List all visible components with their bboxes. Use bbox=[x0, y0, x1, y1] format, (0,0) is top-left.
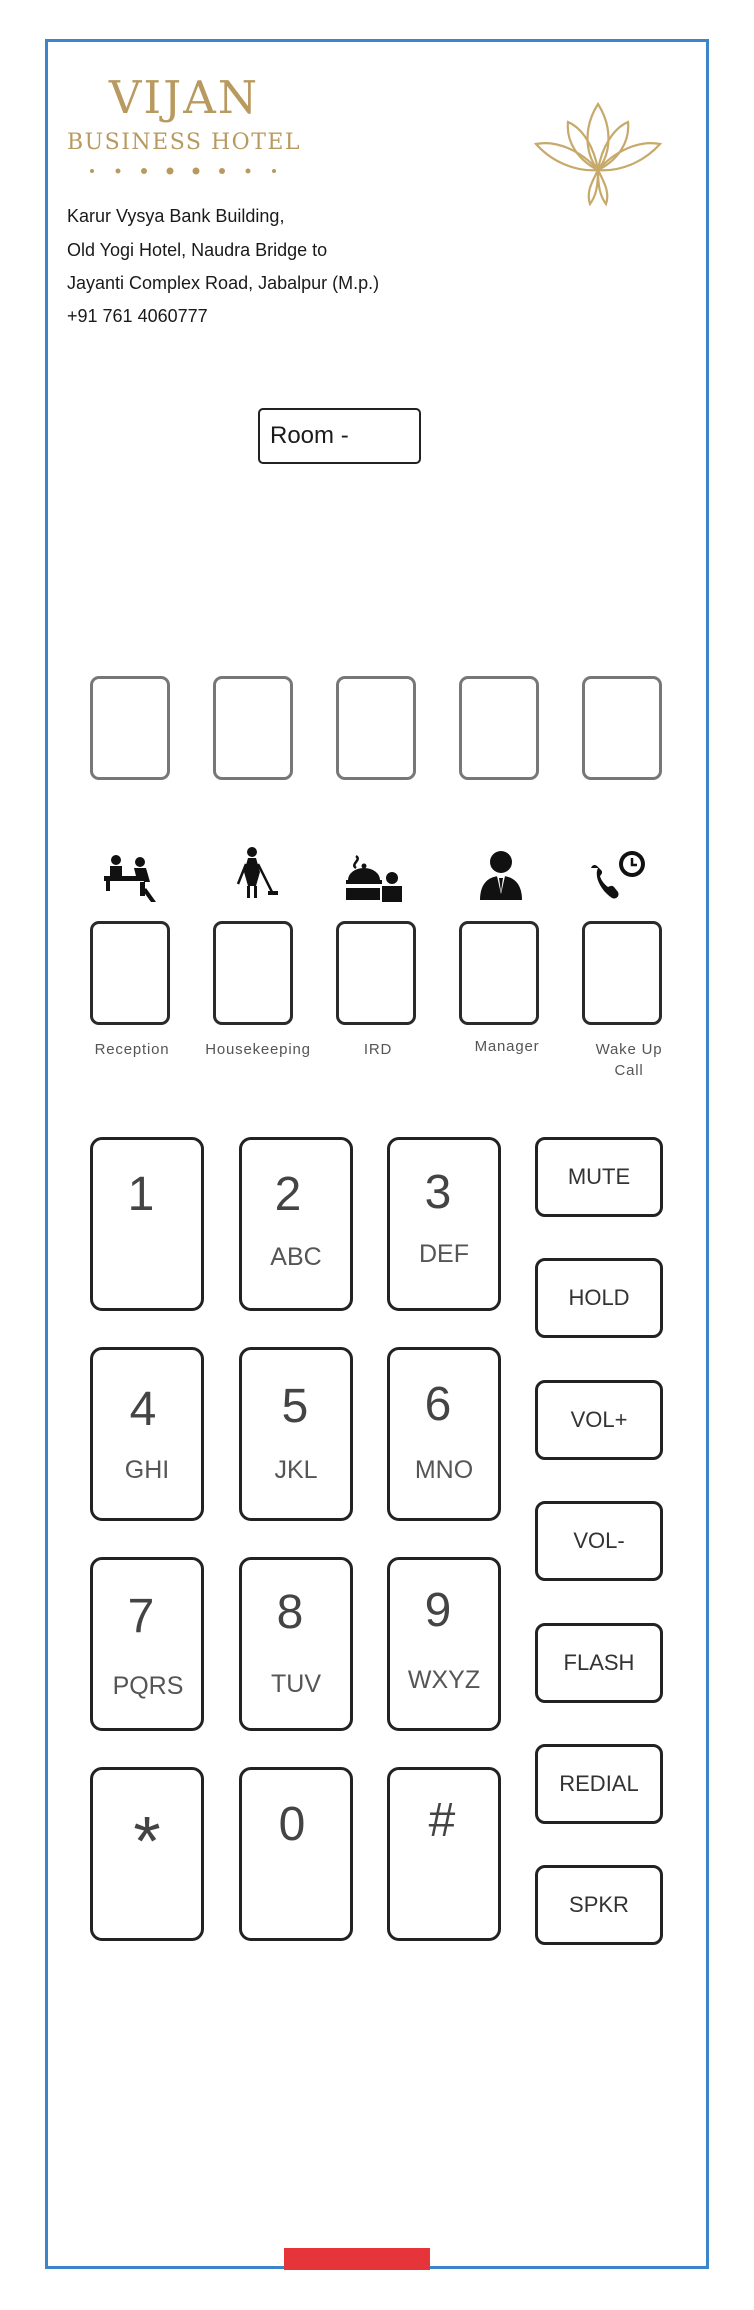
reception-key[interactable] bbox=[90, 921, 170, 1025]
key-3[interactable] bbox=[387, 1137, 501, 1311]
key-6[interactable] bbox=[387, 1347, 501, 1521]
hotel-logo-subtitle: BUSINESS HOTEL bbox=[66, 130, 302, 155]
mute-button[interactable]: MUTE bbox=[535, 1137, 663, 1217]
key-7[interactable] bbox=[90, 1557, 204, 1731]
key-4[interactable] bbox=[90, 1347, 204, 1521]
room-service-icon bbox=[342, 852, 412, 908]
key-9[interactable] bbox=[387, 1557, 501, 1731]
key-7-letters: PQRS bbox=[112, 1672, 184, 1700]
key-5[interactable] bbox=[239, 1347, 353, 1521]
housekeeping-label: Housekeeping bbox=[205, 1041, 311, 1058]
blank-key-5[interactable] bbox=[582, 676, 662, 780]
key-1[interactable] bbox=[90, 1137, 204, 1311]
blank-key-4[interactable] bbox=[459, 676, 539, 780]
hold-button[interactable]: HOLD bbox=[535, 1258, 663, 1338]
key-7-number: 7 bbox=[127, 1590, 155, 1643]
ird-key[interactable] bbox=[336, 921, 416, 1025]
key-8-letters: TUV bbox=[271, 1670, 321, 1698]
volume-down-button[interactable]: VOL- bbox=[535, 1501, 663, 1581]
key-2-number: 2 bbox=[274, 1168, 302, 1221]
flash-button[interactable]: FLASH bbox=[535, 1623, 663, 1703]
reception-desk-icon bbox=[96, 852, 166, 908]
address-line-3: Jayanti Complex Road, Jabalpur (M.p.) bbox=[67, 273, 380, 293]
ird-label: IRD bbox=[363, 1041, 393, 1058]
reception-label: Reception bbox=[94, 1041, 170, 1058]
manager-icon bbox=[466, 848, 536, 904]
bottom-accent-bar bbox=[284, 2248, 430, 2270]
address-line-2: Old Yogi Hotel, Naudra Bridge to bbox=[67, 240, 328, 260]
lotus-icon bbox=[530, 96, 666, 210]
key-9-letters: WXYZ bbox=[407, 1666, 481, 1694]
key-4-number: 4 bbox=[129, 1383, 157, 1436]
blank-key-1[interactable] bbox=[90, 676, 170, 780]
key-4-letters: GHI bbox=[124, 1456, 170, 1484]
key-1-number: 1 bbox=[127, 1168, 155, 1221]
speaker-button[interactable]: SPKR bbox=[535, 1865, 663, 1945]
key-6-letters: MNO bbox=[414, 1456, 474, 1484]
wake-up-label: Wake Up bbox=[595, 1041, 663, 1058]
key-5-letters: JKL bbox=[274, 1456, 318, 1484]
key-2-letters: ABC bbox=[270, 1243, 322, 1271]
logo-dots-decoration bbox=[86, 164, 282, 178]
key-3-letters: DEF bbox=[419, 1240, 469, 1268]
redial-button[interactable]: REDIAL bbox=[535, 1744, 663, 1824]
blank-key-3[interactable] bbox=[336, 676, 416, 780]
key-8[interactable] bbox=[239, 1557, 353, 1731]
address-line-1: Karur Vysya Bank Building, bbox=[67, 206, 285, 226]
key-8-number: 8 bbox=[276, 1586, 304, 1639]
manager-label: Manager bbox=[474, 1038, 540, 1055]
manager-key[interactable] bbox=[459, 921, 539, 1025]
hotel-logo-name: VIJAN bbox=[108, 71, 260, 124]
key-9-number: 9 bbox=[424, 1584, 452, 1637]
wake-up-call-key[interactable] bbox=[582, 921, 662, 1025]
key-star-symbol: * bbox=[133, 1802, 161, 1880]
key-2[interactable] bbox=[239, 1137, 353, 1311]
key-hash[interactable] bbox=[387, 1767, 501, 1941]
key-0[interactable] bbox=[239, 1767, 353, 1941]
phone-number: +91 761 4060777 bbox=[67, 306, 208, 326]
housekeeping-cleaner-icon bbox=[220, 846, 290, 902]
key-6-number: 6 bbox=[424, 1378, 452, 1431]
room-number-box: Room - bbox=[258, 408, 421, 464]
housekeeping-key[interactable] bbox=[213, 921, 293, 1025]
wake-up-call-label: Call bbox=[614, 1062, 644, 1079]
key-star[interactable] bbox=[90, 1767, 204, 1941]
volume-up-button[interactable]: VOL+ bbox=[535, 1380, 663, 1460]
wake-up-call-icon bbox=[588, 848, 658, 904]
key-5-number: 5 bbox=[281, 1380, 309, 1433]
key-hash-symbol: # bbox=[428, 1794, 456, 1847]
blank-key-2[interactable] bbox=[213, 676, 293, 780]
key-0-number: 0 bbox=[278, 1798, 306, 1851]
key-3-number: 3 bbox=[424, 1166, 452, 1219]
